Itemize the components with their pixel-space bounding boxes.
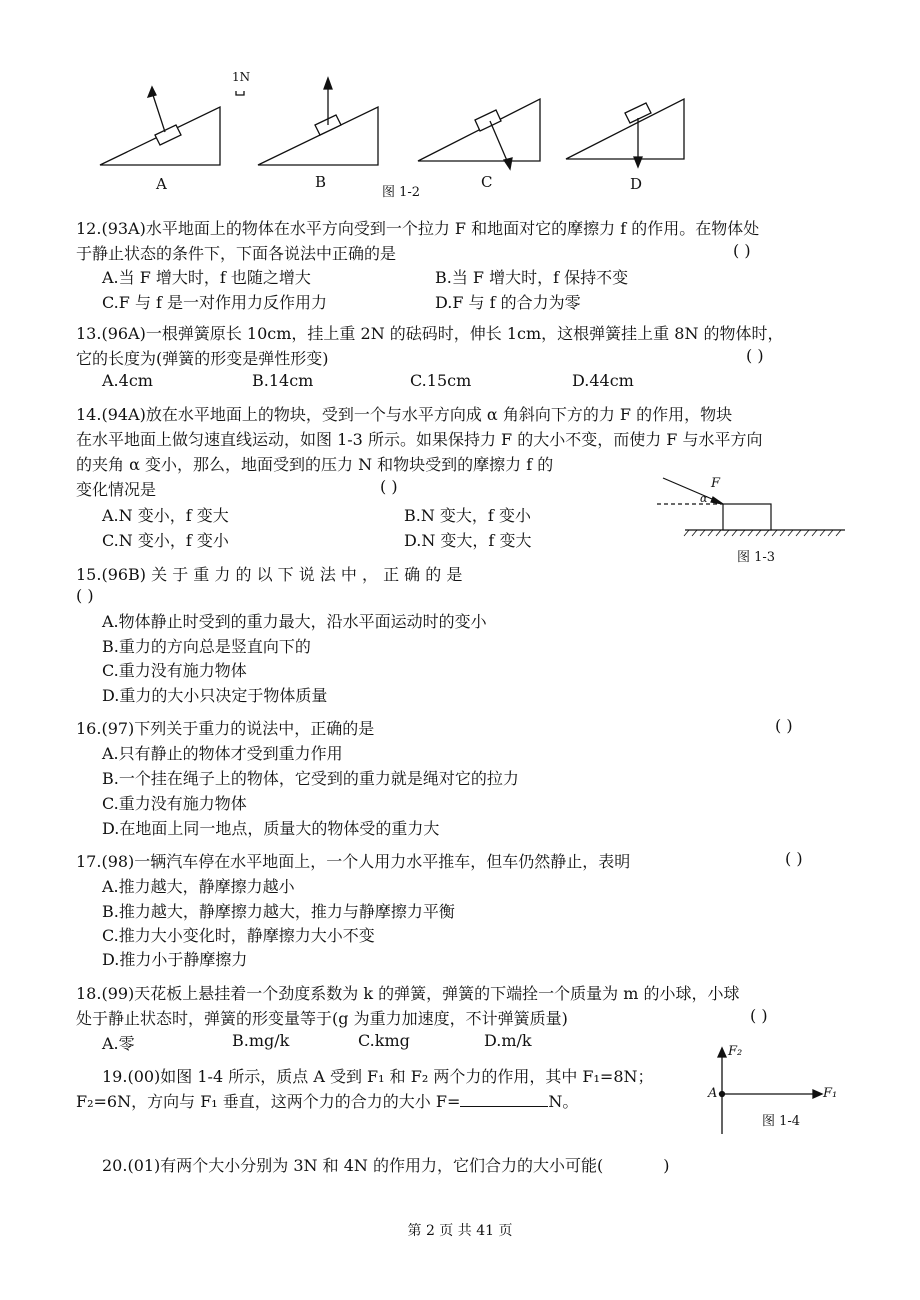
scale-bracket (236, 91, 244, 95)
q16-line1: 16.(97)下列关于重力的说法中，正确的是 (76, 719, 375, 738)
q15-option-b: B.重力的方向总是竖直向下的 (102, 637, 311, 656)
q16-option-b: B.一个挂在绳子上的物体，它受到的重力就是绳对它的拉力 (102, 769, 519, 788)
q16-option-a: A.只有静止的物体才受到重力作用 (102, 744, 343, 763)
q18-answer-paren[interactable]: ( ) (750, 1006, 768, 1025)
q18-option-b: B.mg/k (232, 1031, 290, 1050)
q13-option-b: B.14cm (252, 371, 314, 390)
q13-line1: 13.(96A)一根弹簧原长 10cm，挂上重 2N 的砝码时，伸长 1cm，这根弹簧挂上重 8N 的物体时， (76, 324, 784, 343)
q13-line2: 它的长度为(弹簧的形变是弹性形变) (76, 349, 329, 368)
q17-option-b: B.推力越大，静摩擦力越大，推力与静摩擦力平衡 (102, 902, 455, 921)
panel-label-c: C (481, 173, 493, 191)
q16-option-c: C.重力没有施力物体 (102, 794, 247, 813)
q17-answer-paren[interactable]: ( ) (785, 849, 803, 868)
q16-option-d: D.在地面上同一地点，质量大的物体受的重力大 (102, 819, 440, 838)
q14-option-b: B.N 变大，f 变小 (404, 506, 531, 525)
panel-label-a: A (156, 175, 167, 193)
figure-1-4-caption: 图 1-4 (762, 1114, 801, 1129)
q13-option-a: A.4cm (102, 371, 153, 390)
q14-line4: 变化情况是 (76, 480, 157, 499)
q15-answer-paren[interactable]: ( ) (76, 586, 94, 605)
q19-line2-text: F₂=6N，方向与 F₁ 垂直，这两个力的合力的大小 F= (76, 1092, 461, 1111)
figure-1-2-caption: 图 1-2 (382, 185, 421, 200)
incline-c (418, 99, 540, 169)
q18-option-d: D.m/k (484, 1031, 532, 1050)
q20-paren-close: ) (663, 1156, 670, 1175)
q12-answer-paren[interactable]: ( ) (733, 241, 751, 260)
q19-line1: 19.(00)如图 1-4 所示，质点 A 受到 F₁ 和 F₂ 两个力的作用，其中 F₁=8N； (102, 1067, 654, 1086)
incline-a (100, 87, 220, 165)
q12-option-a: A.当 F 增大时，f 也随之增大 (102, 268, 311, 287)
q14-option-d: D.N 变大，f 变大 (404, 531, 532, 550)
figure-1-3-caption: 图 1-3 (737, 550, 776, 565)
q18-line1: 18.(99)天花板上悬挂着一个劲度系数为 k 的弹簧，弹簧的下端拴一个质量为 m 的小球，小球 (76, 984, 740, 1003)
q14-fig-force-label: F (711, 476, 721, 491)
q19-fig-f1-label: F₁ (823, 1086, 838, 1101)
q19-line2-unit: N。 (548, 1092, 579, 1111)
q19-answer-blank[interactable] (460, 1092, 548, 1107)
q17-line1: 17.(98)一辆汽车停在水平地面上，一个人用力水平推车，但车仍然静止，表明 (76, 852, 631, 871)
q17-option-d: D.推力小于静摩擦力 (102, 950, 248, 969)
q15-option-c: C.重力没有施力物体 (102, 661, 247, 680)
q14-line2: 在水平地面上做匀速直线运动，如图 1-3 所示。如果保持力 F 的大小不变，而使力 F 与水平方向 (76, 430, 763, 449)
q14-line3: 的夹角 α 变小，那么，地面受到的压力 N 和物块受到的摩擦力 f 的 (76, 455, 554, 474)
q12-option-d: D.F 与 f 的合力为零 (435, 293, 581, 312)
q14-fig-angle-label: α (700, 492, 708, 505)
q18-option-c: C.kmg (358, 1031, 410, 1050)
q18-option-a: A.零 (102, 1034, 135, 1053)
q15-option-a: A.物体静止时受到的重力最大，沿水平面运动时的变小 (102, 612, 487, 631)
q20-text: 20.(01)有两个大小分别为 3N 和 4N 的作用力，它们合力的大小可能( (102, 1156, 604, 1175)
q14-option-a: A.N 变小，f 变大 (102, 506, 229, 525)
scale-label: 1N (232, 70, 251, 84)
panel-label-b: B (315, 173, 327, 191)
q19-line2 (76, 1089, 578, 1112)
incline-d (566, 99, 684, 167)
q17-option-a: A.推力越大，静摩擦力越小 (102, 877, 295, 896)
q14-line1: 14.(94A)放在水平地面上的物块，受到一个与水平方向成 α 角斜向下方的力 F 的作用，物块 (76, 405, 733, 424)
q15-line1: 15.(96B) 关 于 重 力 的 以 下 说 法 中 ， 正 确 的 是 (76, 565, 463, 584)
q12-option-c: C.F 与 f 是一对作用力反作用力 (102, 293, 328, 312)
panel-label-d: D (630, 175, 643, 193)
q13-option-c: C.15cm (410, 371, 472, 390)
figure-1-2 (90, 65, 710, 195)
q12-line2: 于静止状态的条件下，下面各说法中正确的是 (76, 244, 397, 263)
q14-option-c: C.N 变小，f 变小 (102, 531, 229, 550)
q13-option-d: D.44cm (572, 371, 634, 390)
figure-1-3 (655, 470, 855, 545)
q12-option-b: B.当 F 增大时，f 保持不变 (435, 268, 629, 287)
q19-fig-f2-label: F₂ (728, 1044, 743, 1059)
incline-b (258, 78, 378, 165)
q13-answer-paren[interactable]: ( ) (746, 346, 764, 365)
q19-fig-point-label: A (708, 1086, 718, 1101)
q14-answer-paren[interactable]: ( ) (380, 477, 398, 496)
page-footer: 第 2 页 共 41 页 (407, 1223, 513, 1239)
q17-option-c: C.推力大小变化时，静摩擦力大小不变 (102, 926, 375, 945)
q16-answer-paren[interactable]: ( ) (775, 716, 793, 735)
q12-line1: 12.(93A)水平地面上的物体在水平方向受到一个拉力 F 和地面对它的摩擦力 f 的作用。在物体处 (76, 219, 760, 238)
q18-line2: 处于静止状态时，弹簧的形变量等于(g 为重力加速度，不计弹簧质量) (76, 1009, 568, 1028)
q15-option-d: D.重力的大小只决定于物体质量 (102, 686, 328, 705)
q20-line1 (102, 1153, 670, 1176)
